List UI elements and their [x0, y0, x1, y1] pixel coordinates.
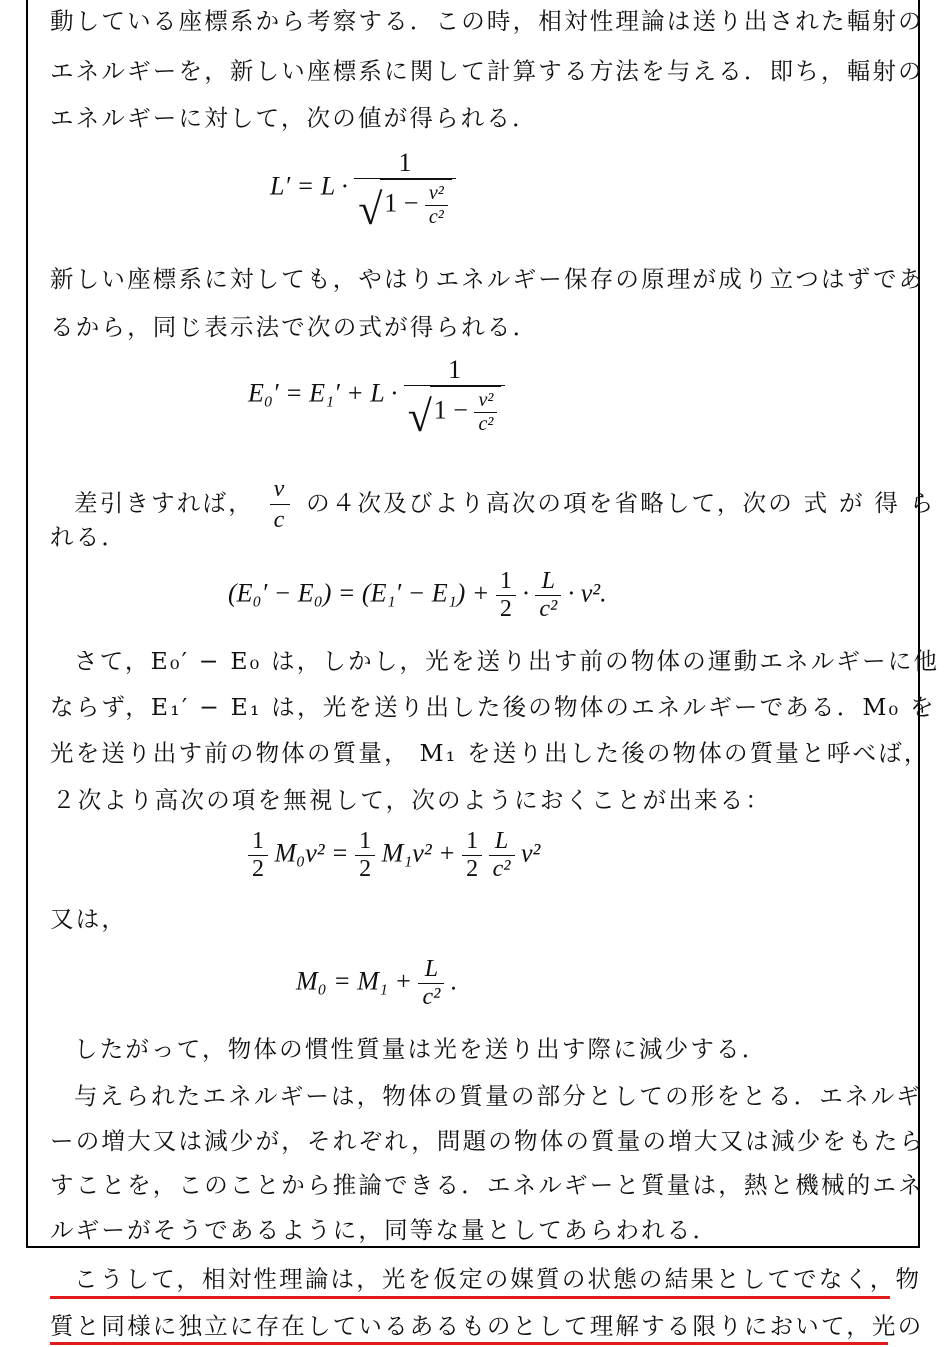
- eq4-L: L: [494, 828, 509, 854]
- eq4-m0: M₀v² =: [274, 838, 349, 868]
- text-line-with-fraction: [74, 474, 935, 535]
- text-line: 動している座標系から考察する．この時，相対性理論は送り出された輻射の: [50, 7, 924, 35]
- eq4-half-den-3: 2: [462, 855, 482, 883]
- equation-radiation-energy: [270, 148, 456, 229]
- eq1-c2: c²: [425, 205, 448, 229]
- p3-frac-c: c: [270, 504, 291, 535]
- eq3-c2: c²: [535, 595, 561, 623]
- eq3-dot: ·: [522, 578, 529, 608]
- eq4-half-num-3: 1: [466, 828, 479, 854]
- text-line: ルギーがそうであるように，同等な量としてあらわれる．: [50, 1216, 719, 1244]
- eq3-tail: · v².: [567, 578, 607, 608]
- eq1-numerator: 1: [398, 148, 412, 177]
- eq1-one-minus: 1 −: [384, 188, 419, 218]
- eq2-numerator: 1: [448, 355, 462, 384]
- p3-post: の４次及びより高次の項を省略して，次の 式 が 得 ら: [306, 489, 936, 517]
- text-line: エネルギーを，新しい座標系に関して計算する方法を与える．即ち，輻射の: [50, 57, 924, 85]
- text-line: さて，E₀′ − E₀ は，しかし，光を送り出す前の物体の運動エネルギーに他: [74, 647, 940, 675]
- text-line: れる．: [50, 523, 128, 551]
- eq4-m1: M₁v² +: [381, 838, 456, 868]
- p3-frac-v: v: [273, 476, 287, 502]
- eq5-c2: c²: [418, 983, 444, 1011]
- text-line: ２次より高次の項を無視して，次のようにおくことが出来る：: [52, 786, 772, 814]
- eq2-c2: c²: [474, 412, 497, 436]
- red-underline: [50, 1342, 888, 1345]
- eq2-one-minus: 1 −: [433, 395, 468, 425]
- eq4-c2: c²: [489, 855, 515, 883]
- eq4-v2: v²: [521, 838, 541, 868]
- eq3-half-den: 2: [496, 595, 516, 623]
- eq4-half-num-1: 1: [252, 828, 264, 854]
- text-line: ーの増大又は減少が，それぞれ，問題の物体の質量の増大又は減少をもたら: [50, 1127, 926, 1155]
- equation-mass-relation: [296, 956, 457, 1011]
- eq5-lhs: M₀ = M₁ +: [296, 966, 412, 996]
- text-line: 与えられたエネルギーは，物体の質量の部分としての形をとる．エネルギ: [74, 1082, 923, 1110]
- eq2-lhs: E₀′ = E₁′ + L ·: [248, 378, 398, 408]
- eq4-half-den-2: 2: [355, 855, 375, 883]
- p3-pre: 差引きすれば，: [74, 489, 254, 517]
- text-line: 又は，: [50, 905, 128, 933]
- text-line: エネルギーに対して，次の値が得られる．: [50, 104, 538, 132]
- eq1-coef: L ·: [320, 171, 348, 201]
- text-line: 光を送り出す前の物体の質量， M₁ を送り出した後の物体の質量と呼べば，: [50, 739, 930, 767]
- eq5-L: L: [424, 956, 439, 982]
- underlined-text-line: 質と同様に独立に存在しているあるものとして理解する限りにおいて，光の: [50, 1312, 924, 1340]
- equation-kinetic-mass: [248, 828, 540, 883]
- text-line: すことを，このことから推論できる．エネルギーと質量は，熱と機械的エネ: [50, 1171, 924, 1199]
- text-line: したがって，物体の慣性質量は光を送り出す際に減少する．: [74, 1035, 768, 1063]
- eq3-half-num: 1: [499, 568, 512, 594]
- text-line: るから，同じ表示法で次の式が得られる．: [50, 313, 539, 341]
- eq3-left: (E₀′ − E₀) = (E₁′ − E₁) +: [228, 578, 490, 608]
- equation-energy-difference: [228, 568, 607, 623]
- eq1-lhs: L′ =: [270, 171, 315, 201]
- eq4-half-den-1: 2: [248, 855, 268, 883]
- eq2-v2: v²: [478, 389, 494, 411]
- red-underline: [50, 1296, 890, 1299]
- eq4-half-num-2: 1: [359, 828, 372, 854]
- eq5-end: .: [450, 966, 458, 996]
- equation-energy-conservation: [248, 355, 505, 436]
- text-line: 新しい座標系に対しても，やはりエネルギー保存の原理が成り立つはずであ: [50, 265, 925, 293]
- underlined-text-line: こうして，相対性理論は，光を仮定の媒質の状態の結果としてでなく，物: [74, 1265, 922, 1293]
- text-line: ならず，E₁′ − E₁ は，光を送り出した後の物体のエネルギーである．M₀ を: [50, 693, 936, 721]
- eq3-L: L: [541, 568, 555, 594]
- eq1-v2: v²: [428, 182, 444, 204]
